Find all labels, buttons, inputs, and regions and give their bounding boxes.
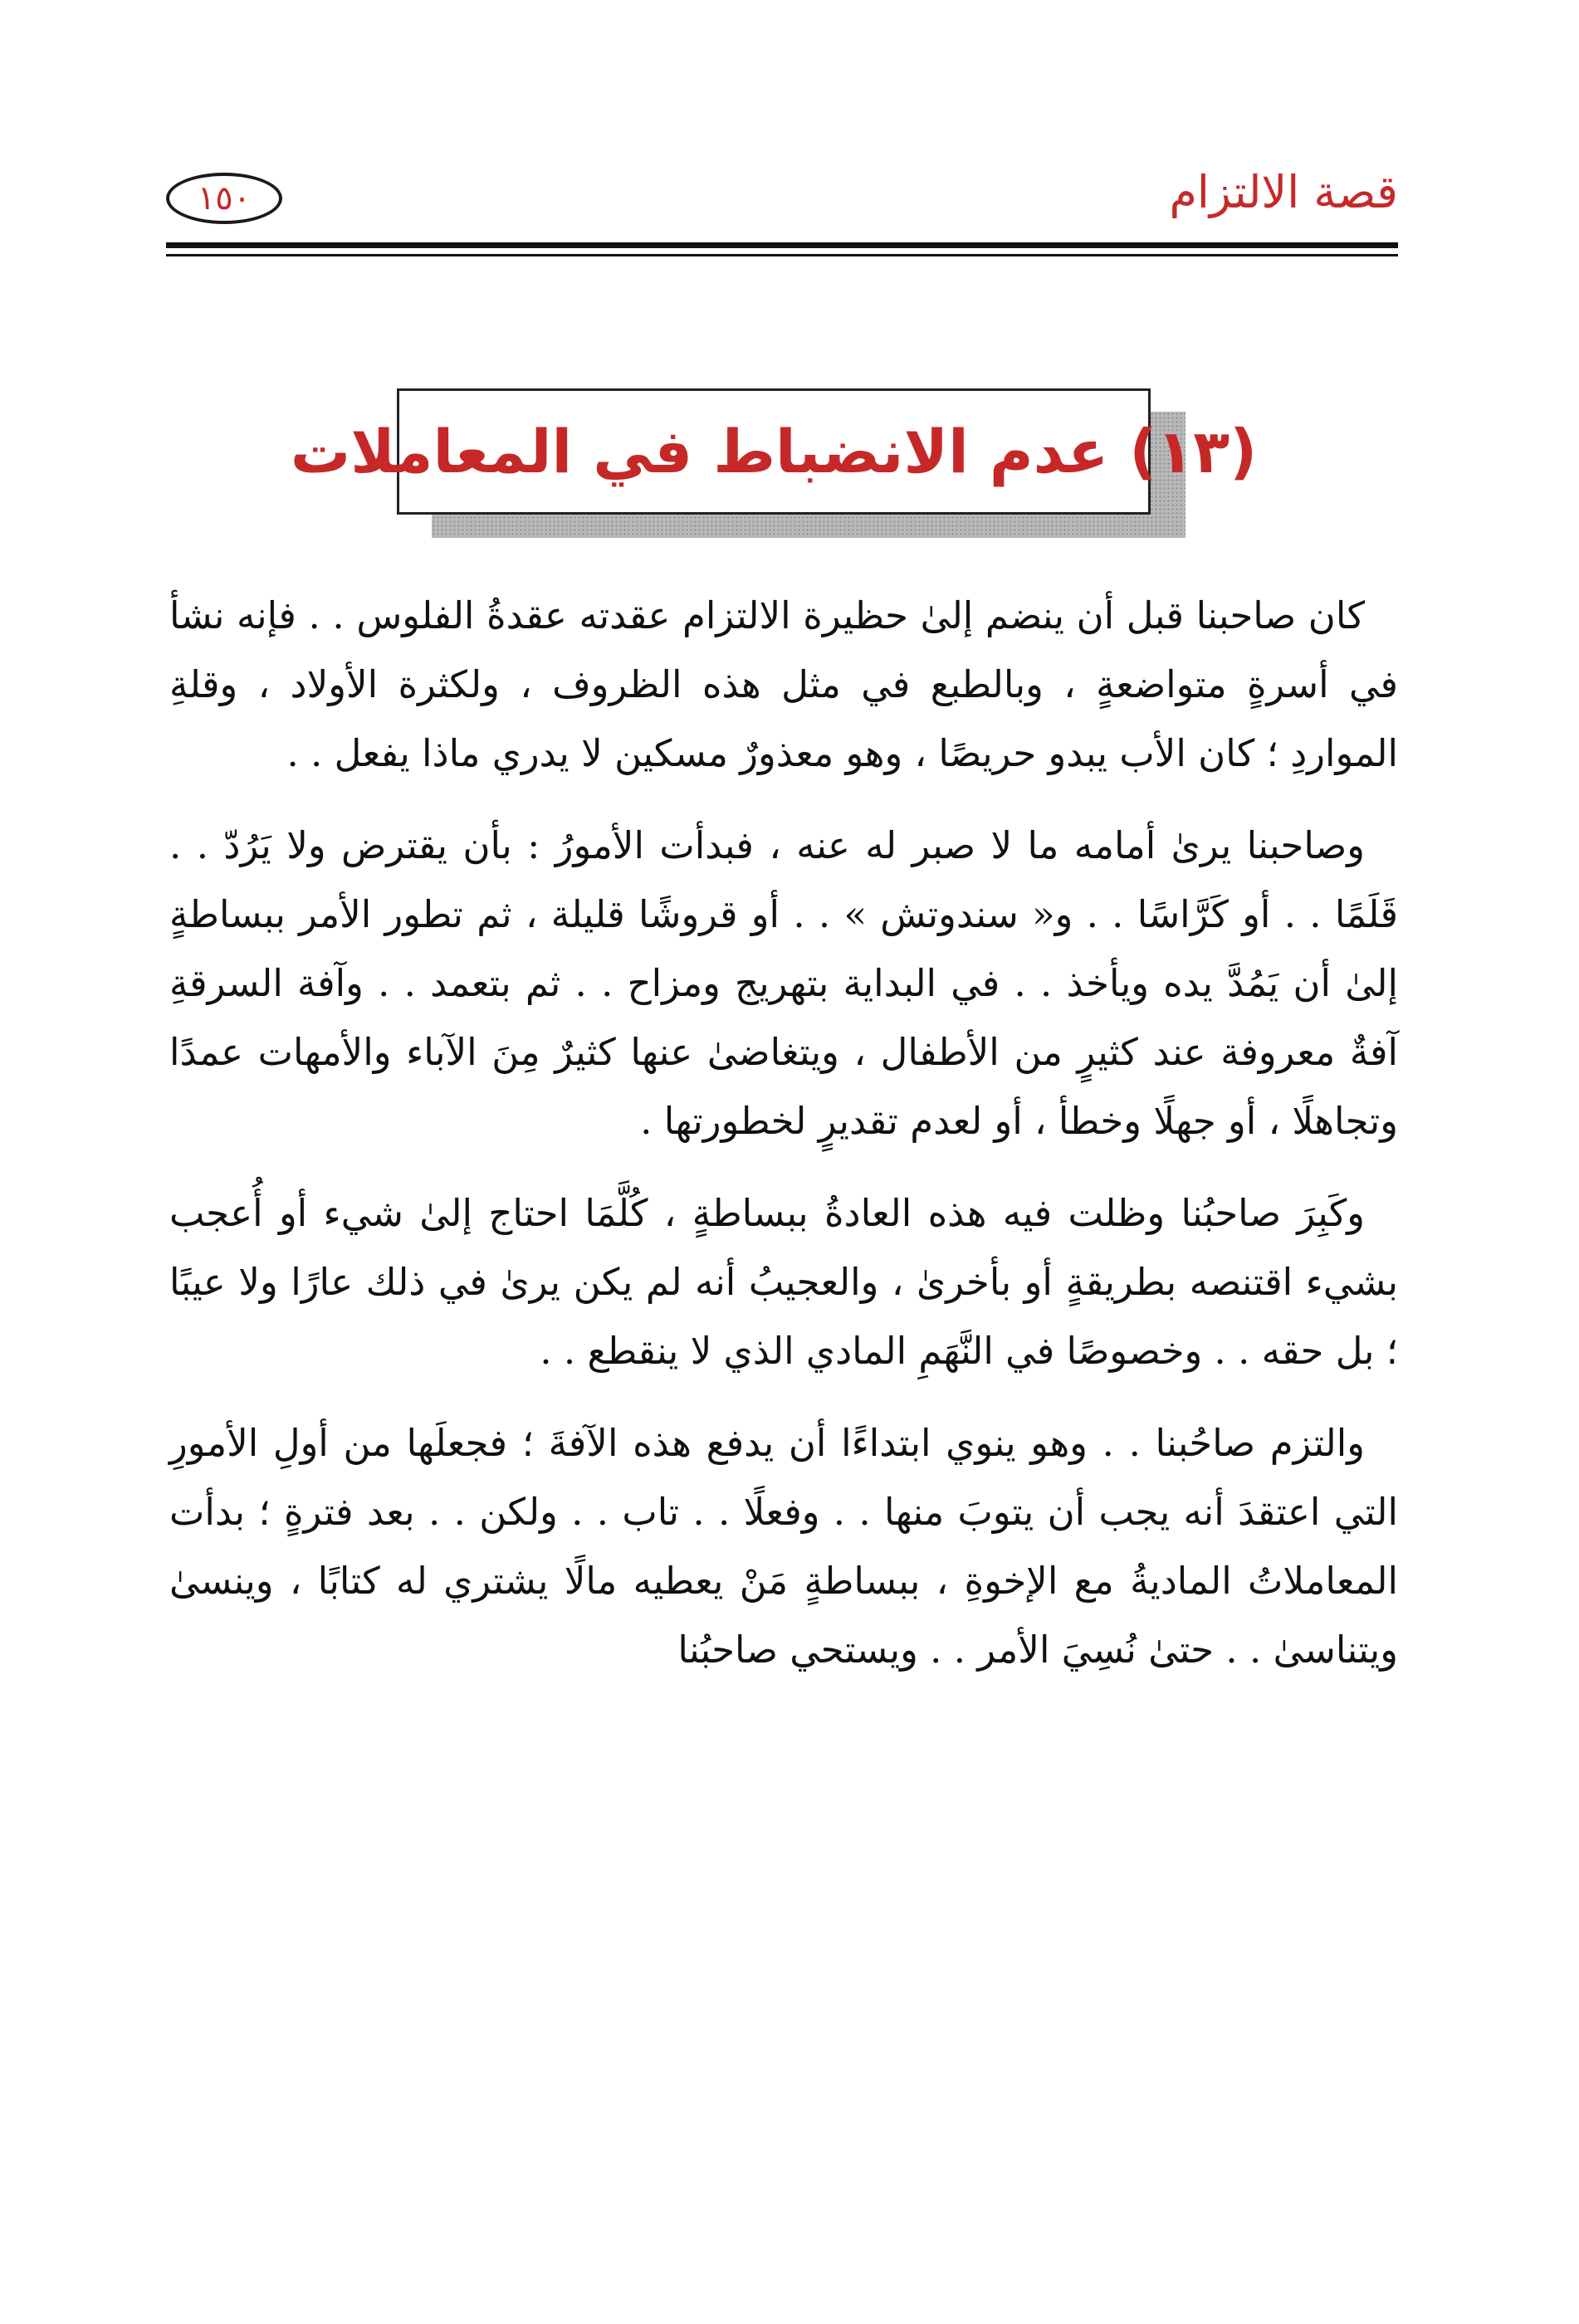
paragraph-3: وكَبِرَ صاحبُنا وظلت فيه هذه العادةُ ببساطةٍ ، كُلَّمَا احتاج إلىٰ شيء أو أُعجب بشيء اقتنصه بطريقةٍ أو بأخرىٰ ، والعجيبُ أنه لم يكن يرىٰ في ذلك عارًا ولا عيبًا ؛ بل حقه . . وخصوصًا في النَّهَمِ المادي الذي لا ينقطع . . xyxy=(169,1191,1398,1373)
paragraph-2: وصاحبنا يرىٰ أمامه ما لا صبر له عنه ، فبدأت الأمورُ : بأن يقترض ولا يَرُدّ . . قَلَمًا . . أو كَرَّاسًا . . و« سندوتش » . . أو قروشًا قليلة ، ثم تطور الأمر ببساطةٍ إلىٰ أن يَمُدَّ يده ويأخذ . . في البداية بتهريج ومزاح . . ثم بتعمد . . وآفة السرقةِ آفةٌ معروفة عند كثيرٍ من الأطفال ، ويتغاضىٰ عنها كثيرٌ مِنَ الآباء والأمهات عمدًا وتجاهلًا ، أو جهلًا وخطأ ، أو لعدم تقديرٍ لخطورتها . xyxy=(169,823,1398,1143)
body-text xyxy=(169,581,1398,1707)
paragraph-1: كان صاحبنا قبل أن ينضم إلىٰ حظيرة الالتزام عقدته عقدةُ الفلوس . . فإنه نشأ في أسرةٍ متواضعةٍ ، وبالطبع في مثل هذه الظروف ، ولكثرة الأولاد ، وقلةِ المواردِ ؛ كان الأب يبدو حريصًا ، وهو معذورٌ مسكين لا يدري ماذا يفعل . . xyxy=(169,593,1398,775)
page-header xyxy=(166,158,1398,257)
page-number: ١٥٠ xyxy=(166,173,282,224)
chapter-box xyxy=(290,388,1258,515)
header-rule-thick xyxy=(166,242,1398,248)
paragraph-4: والتزم صاحُبنا . . وهو ينوي ابتداءًا أن يدفع هذه الآفةَ ؛ فجعلَها من أولِ الأمورِ التي اعتقدَ أنه يجب أن يتوبَ منها . . وفعلًا . . تاب . . ولكن . . بعد فترةٍ ؛ بدأت المعاملاتُ الماديةُ مع الإخوةِ ، ببساطةٍ مَنْ يعطيه مالًا يشتري له كتابًا ، وينسىٰ ويتناسىٰ . . حتىٰ نُسِيَ الأمر . . ويستحي صاحبُنا xyxy=(169,1421,1398,1672)
chapter-heading xyxy=(290,388,1258,538)
chapter-title: (١٣) عدم الانضباط في المعاملات xyxy=(290,417,1258,486)
header-rule-thin xyxy=(166,254,1398,256)
running-title: قصة الالتزام xyxy=(1169,166,1398,218)
